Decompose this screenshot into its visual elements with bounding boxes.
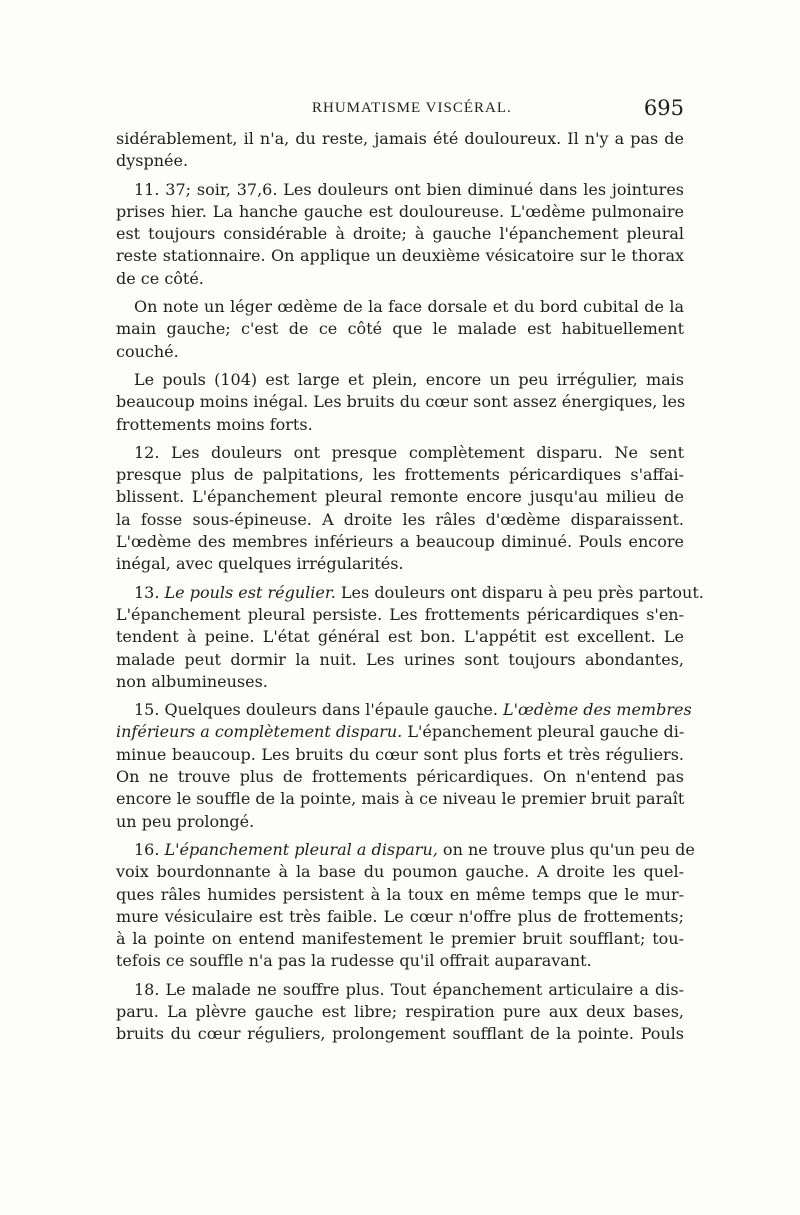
text-line: est toujours considérable à droite; à gauche l'épanchement pleural bbox=[116, 224, 684, 244]
italic-run: L'œdème des membres bbox=[502, 700, 692, 720]
text-line: bruits du cœur réguliers, prolongement soufflant de la pointe. Pouls bbox=[116, 1024, 684, 1044]
text-line: dyspnée. bbox=[116, 151, 189, 171]
page-header bbox=[116, 96, 684, 122]
text-line: à la pointe on entend manifestement le premier bruit soufflant; tou- bbox=[116, 929, 684, 949]
text-line: paru. La plèvre gauche est libre; respiration pure aux deux bases, bbox=[116, 1001, 684, 1021]
text-line: L'épanchement pleural persiste. Les frottements péricardiques s'en- bbox=[116, 604, 684, 624]
text-line bbox=[116, 582, 704, 604]
text-line: malade peut dormir la nuit. Les urines sont toujours abondantes, bbox=[116, 649, 684, 669]
paragraph bbox=[116, 582, 704, 693]
paragraph bbox=[116, 296, 684, 363]
text-line: beaucoup moins inégal. Les bruits du cœur sont assez énergiques, les bbox=[116, 392, 686, 412]
text-line bbox=[116, 721, 684, 743]
text-line: minue beaucoup. Les bruits du cœur sont plus forts et très réguliers. bbox=[116, 744, 684, 764]
italic-run: Le pouls est régulier. bbox=[164, 582, 336, 602]
text-line: reste stationnaire. On applique un deuxième vésicatoire sur le thorax bbox=[116, 246, 684, 266]
text-line: couché. bbox=[116, 341, 179, 361]
text-run: on ne trouve plus qu'un peu de bbox=[437, 839, 695, 859]
text-run: 16. bbox=[134, 839, 165, 859]
text-line: la fosse sous-épineuse. A droite les râles d'œdème disparaissent. bbox=[116, 509, 684, 529]
text-line: frottements moins forts. bbox=[116, 414, 313, 434]
page-number: 695 bbox=[643, 96, 684, 120]
running-title: RHUMATISME VISCÉRAL. bbox=[312, 100, 512, 116]
paragraph bbox=[116, 699, 692, 833]
paragraph bbox=[116, 369, 684, 436]
text-line bbox=[116, 839, 695, 861]
paragraph bbox=[116, 128, 684, 173]
paragraph bbox=[116, 839, 695, 973]
text-line: prises hier. La hanche gauche est douloureuse. L'œdème pulmonaire bbox=[116, 201, 684, 221]
paragraph bbox=[116, 179, 684, 290]
italic-run: inférieurs a complètement disparu. bbox=[116, 722, 403, 742]
italic-run: L'épanchement pleural a disparu, bbox=[164, 839, 438, 859]
text-line: tendent à peine. L'état général est bon. L'appétit est excellent. Le bbox=[116, 627, 684, 647]
body-text bbox=[116, 128, 704, 1047]
text-run: Les douleurs ont disparu à peu près partout. bbox=[335, 582, 704, 602]
paragraph bbox=[116, 979, 684, 1046]
text-line: tefois ce souffle n'a pas la rudesse qu'il offrait auparavant. bbox=[116, 951, 592, 971]
text-line: On note un léger œdème de la face dorsale et du bord cubital de la bbox=[134, 297, 684, 317]
text-line: non albumineuses. bbox=[116, 671, 268, 691]
text-line: presque plus de palpitations, les frottements péricardiques s'affai- bbox=[116, 465, 684, 485]
text-line: sidérablement, il n'a, du reste, jamais été douloureux. Il n'y a pas de bbox=[116, 129, 684, 148]
text-line: de ce côté. bbox=[116, 268, 204, 288]
text-line: L'œdème des membres inférieurs a beaucoup diminué. Pouls encore bbox=[116, 532, 684, 552]
text-line: Le pouls (104) est large et plein, encore un peu irrégulier, mais bbox=[134, 369, 684, 389]
text-line: blissent. L'épanchement pleural remonte encore jusqu'au milieu de bbox=[116, 487, 684, 507]
text-run: 15. Quelques douleurs dans l'épaule gauche. bbox=[134, 700, 503, 720]
text-line: main gauche; c'est de ce côté que le malade est habituellement bbox=[116, 319, 684, 339]
text-run: 13. bbox=[134, 582, 165, 602]
text-line: On ne trouve plus de frottements péricardiques. On n'entend pas bbox=[116, 767, 684, 787]
text-line: 18. Le malade ne souffre plus. Tout épanchement articulaire a dis- bbox=[134, 979, 684, 999]
text-line: mure vésiculaire est très faible. Le cœur n'offre plus de frottements; bbox=[116, 906, 684, 926]
text-line: 12. Les douleurs ont presque complètement disparu. Ne sent bbox=[134, 442, 684, 462]
text-run: L'épanchement pleural gauche di- bbox=[402, 722, 685, 742]
text-line: 11. 37; soir, 37,6. Les douleurs ont bien diminué dans les jointures bbox=[134, 179, 684, 199]
text-line bbox=[116, 699, 692, 721]
text-line: voix bourdonnante à la base du poumon gauche. A droite les quel- bbox=[116, 862, 684, 882]
text-line: ques râles humides persistent à la toux en même temps que le mur- bbox=[116, 884, 684, 904]
text-line: inégal, avec quelques irrégularités. bbox=[116, 554, 404, 574]
text-line: un peu prolongé. bbox=[116, 811, 255, 831]
paragraph bbox=[116, 442, 684, 576]
text-line: encore le souffle de la pointe, mais à ce niveau le premier bruit paraît bbox=[116, 789, 685, 809]
